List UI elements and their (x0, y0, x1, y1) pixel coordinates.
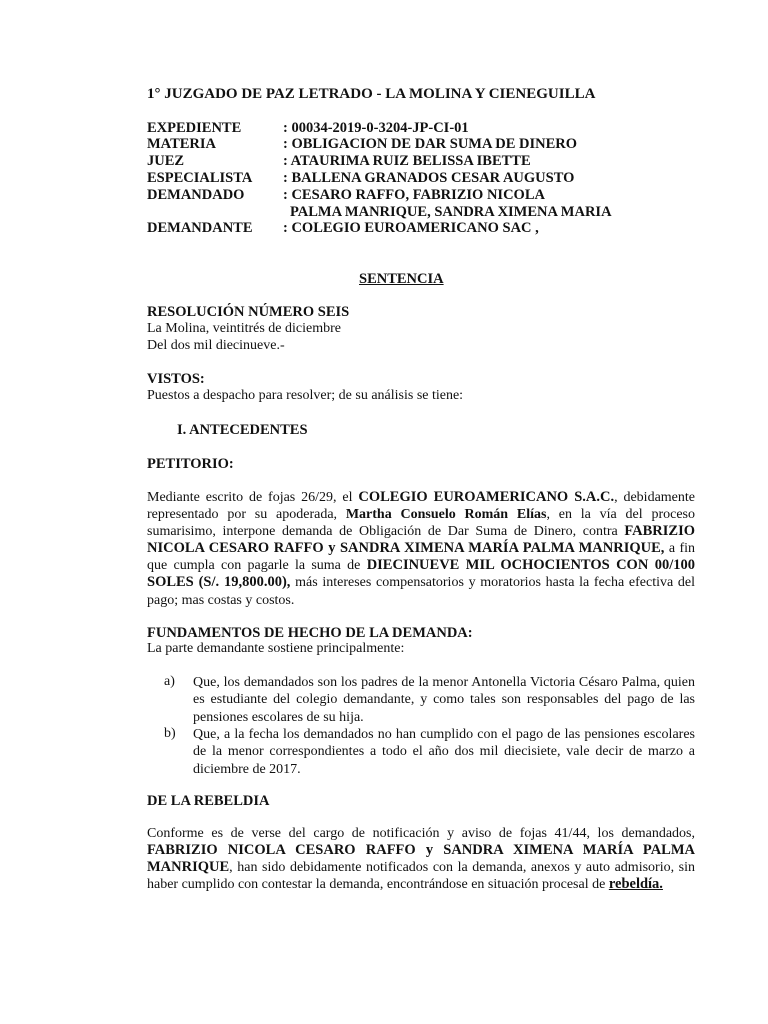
petitorio-attorney: Martha Consuelo Román Elías (345, 507, 547, 523)
resolucion-date-line: La Molina, veintitrés de diciembre (147, 321, 341, 336)
especialista-value: : BALLENA GRANADOS CESAR AUGUSTO (283, 170, 575, 186)
demandado-value-1: : CESARO RAFFO, FABRIZIO NICOLA (283, 187, 545, 203)
resolucion-year-line: Del dos mil diecinueve.- (147, 338, 285, 353)
fundamentos-heading: FUNDAMENTOS DE HECHO DE LA DEMANDA: (147, 625, 473, 641)
demandado-label: DEMANDADO (147, 187, 245, 203)
petitorio-text-4: a fin que cumpla con pagarle la suma de (147, 541, 696, 574)
petitorio-text-2: , debidamente representado por su apoderada, (147, 490, 695, 523)
materia-label: MATERIA (147, 136, 217, 152)
petitorio-paragraph (147, 489, 695, 609)
fundamentos-intro: La parte demandante sostiene principalmente: (147, 641, 405, 656)
petitorio-text-3: , en la vía del proceso sumarisimo, interpone demanda de Obligación de Dar Suma de Dinero, contra (147, 507, 695, 540)
juez-label: JUEZ (147, 153, 185, 169)
expediente-label: EXPEDIENTE (147, 120, 242, 136)
rebeldia-defendants: FABRIZIO NICOLA CESARO RAFFO y SANDRA XIMENA MARÍA PALMA MANRIQUE (147, 842, 695, 876)
rebeldia-term: rebeldía. (608, 876, 663, 893)
demandado-value-2: PALMA MANRIQUE, SANDRA XIMENA MARIA (290, 204, 612, 220)
petitorio-amount: DIECINUEVE MIL OCHOCIENTOS CON 00/100 SOLES (S/. 19,800.00), (147, 557, 695, 591)
petitorio-heading: PETITORIO: (147, 456, 234, 472)
vistos-text: Puestos a despacho para resolver; de su análisis se tiene: (147, 388, 464, 403)
juez-value: : ATAURIMA RUIZ BELISSA IBETTE (283, 153, 531, 169)
antecedentes-heading: I. ANTECEDENTES (177, 422, 308, 438)
vistos-heading: VISTOS: (147, 371, 205, 387)
court-title: 1° JUZGADO DE PAZ LETRADO - LA MOLINA Y CIENEGUILLA (147, 86, 596, 102)
petitorio-text-1: Mediante escrito de fojas 26/29, el (147, 490, 359, 505)
list-marker-a: a) (164, 674, 175, 689)
rebeldia-heading: DE LA REBELDIA (147, 793, 270, 809)
list-item-b: Que, a la fecha los demandados no han cumplido con el pago de las pensiones escolares de la menor correspondientes a todo el año dos mil diecisiete, vale decir de marzo a diciembre de 2017. (193, 727, 695, 777)
especialista-label: ESPECIALISTA (147, 170, 253, 186)
rebeldia-text-2: , han sido debidamente notificados con la demanda, anexos y auto admisorio, sin haber cumplido con contestar la demanda, encontrándose en situación procesal de (147, 860, 695, 893)
petitorio-plaintiff: COLEGIO EUROAMERICANO S.A.C. (358, 489, 615, 505)
rebeldia-paragraph (147, 825, 695, 893)
demandante-label: DEMANDANTE (147, 220, 253, 236)
rebeldia-text-1: Conforme es de verse del cargo de notificación y aviso de fojas 41/44, los demandados, (147, 826, 695, 841)
petitorio-defendants: FABRIZIO NICOLA CESARO RAFFO y SANDRA XIMENA MARÍA PALMA MANRIQUE, (147, 523, 695, 557)
materia-value: : OBLIGACION DE DAR SUMA DE DINERO (283, 136, 578, 152)
list-marker-b: b) (164, 726, 176, 741)
demandante-value: : COLEGIO EUROAMERICANO SAC , (283, 220, 539, 236)
sentencia-heading: SENTENCIA (359, 271, 444, 287)
list-item-a: Que, los demandados son los padres de la menor Antonella Victoria Césaro Palma, quien es estudiante del colegio demandante, y como tales son responsables del pago de las pensiones escolares de su hija. (193, 675, 695, 725)
petitorio-text-5: más intereses compensatorios y moratorios hasta la fecha efectiva del pago; mas costas y costos. (147, 575, 696, 608)
expediente-value: : 00034-2019-0-3204-JP-CI-01 (283, 120, 469, 136)
resolucion-title: RESOLUCIÓN NÚMERO SEIS (147, 304, 350, 320)
